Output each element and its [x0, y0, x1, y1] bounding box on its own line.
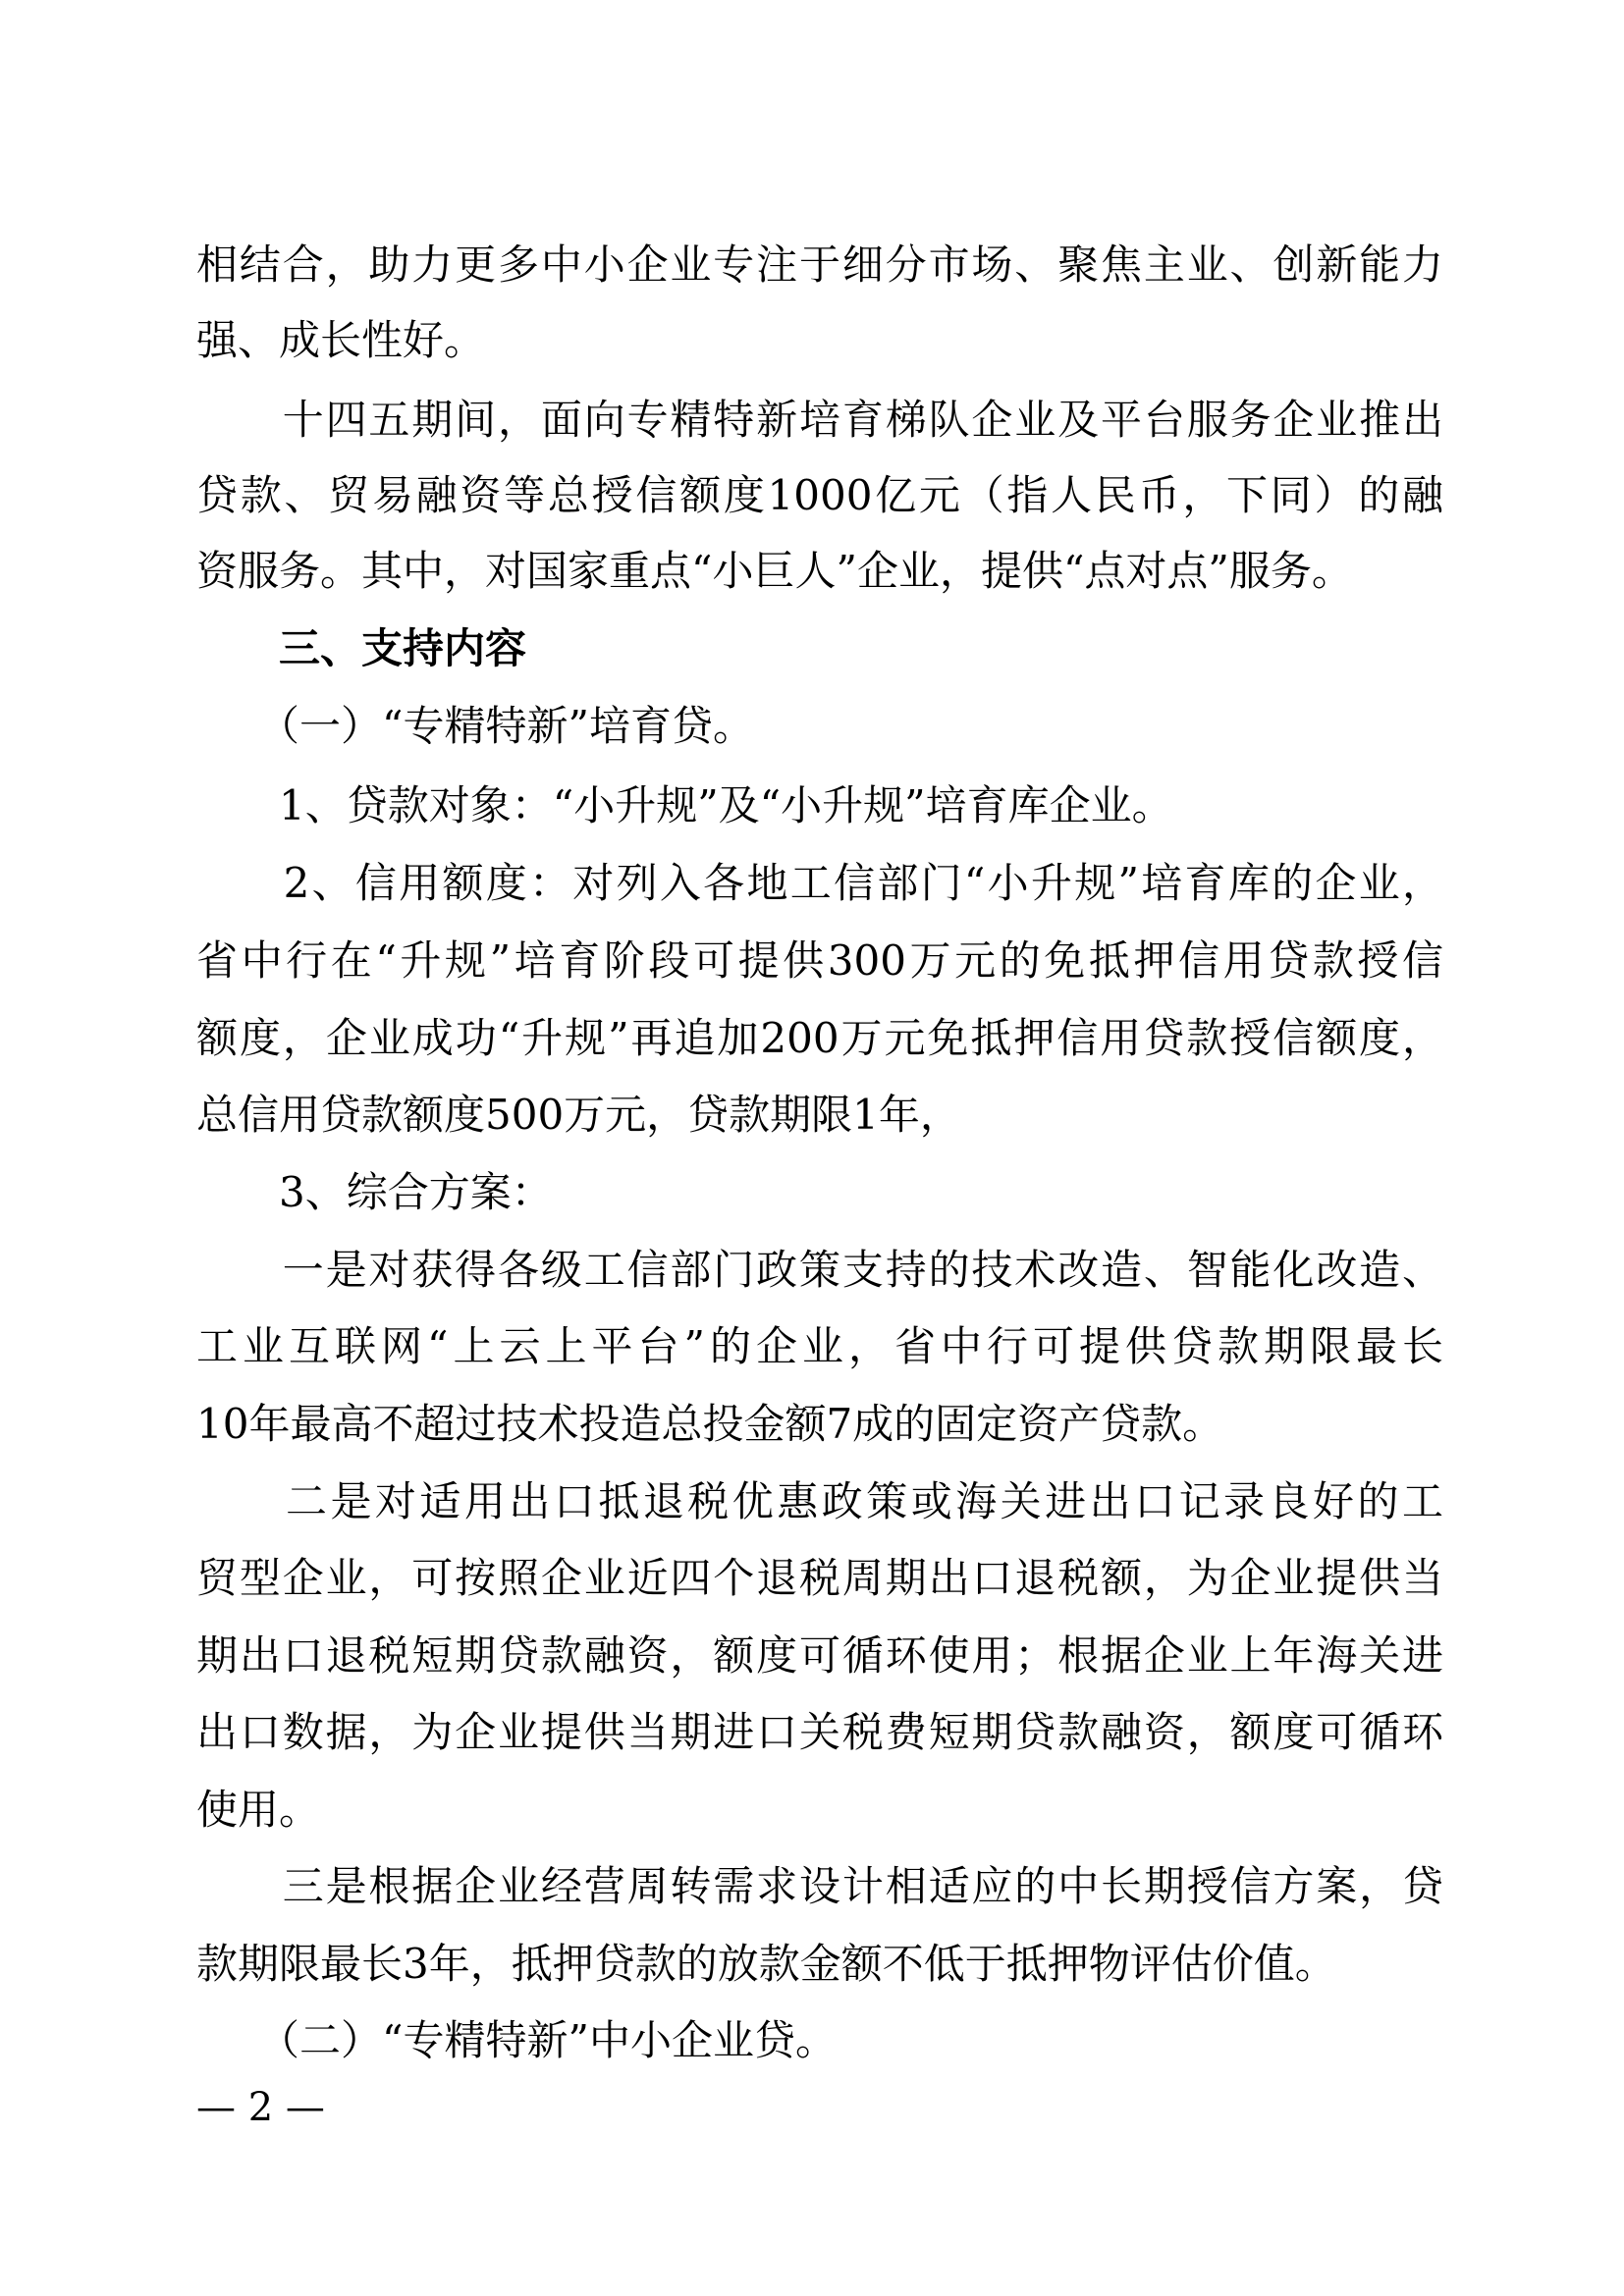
text-line: 三是根据企业经营周转需求设计相适应的中长期授信方案，贷: [196, 1862, 1443, 1910]
text-line: 相结合，助力更多中小企业专注于细分市场、聚焦主业、创新能力: [196, 240, 1443, 289]
text-line: 款期限最长3年，抵押贷款的放款金额不低于抵押物评估价值。: [196, 1940, 1336, 1988]
text-line: 贷款、贸易融资等总授信额度1000亿元（指人民币，下同）的融: [196, 471, 1443, 519]
text-line: 出口数据，为企业提供当期进口关税费短期贷款融资，额度可循环: [196, 1708, 1443, 1756]
text-line: 省中行在“升规”培育阶段可提供300万元的免抵押信用贷款授信: [196, 936, 1443, 985]
text-line: 资服务。其中，对国家重点“小巨人”企业，提供“点对点”服务。: [196, 547, 1353, 595]
text-line: 使用。: [196, 1786, 321, 1834]
page-number: — 2 —: [196, 2085, 325, 2130]
text-line: 期出口退税短期贷款融资，额度可循环使用；根据企业上年海关进: [196, 1631, 1443, 1680]
text-line: 十四五期间，面向专精特新培育梯队企业及平台服务企业推出: [196, 396, 1443, 444]
text-line: 10年最高不超过技术投造总投金额7成的固定资产贷款。: [196, 1400, 1224, 1448]
text-line: 二是对适用出口抵退税优惠政策或海关进出口记录良好的工: [196, 1477, 1443, 1525]
text-line: 3、综合方案：: [196, 1168, 553, 1216]
text-line: 总信用贷款额度500万元，贷款期限1年，: [196, 1091, 961, 1139]
text-line: 额度，企业成功“升规”再追加200万元免抵押信用贷款授信额度，: [196, 1014, 1443, 1062]
subsection-heading: （一）“专精特新”培育贷。: [196, 702, 754, 750]
text-line: 2、信用额度：对列入各地工信部门“小升规”培育库的企业，: [196, 859, 1443, 907]
section-heading: 三、支持内容: [196, 624, 527, 672]
text-line: 贸型企业，可按照企业近四个退税周期出口退税额，为企业提供当: [196, 1554, 1443, 1602]
text-line: 工业互联网“上云上平台”的企业，省中行可提供贷款期限最长: [196, 1322, 1443, 1370]
text-line: 1、贷款对象：“小升规”及“小升规”培育库企业。: [196, 781, 1173, 829]
subsection-heading: （二）“专精特新”中小企业贷。: [196, 2016, 837, 2064]
text-line: 一是对获得各级工信部门政策支持的技术改造、智能化改造、: [196, 1246, 1443, 1294]
text-line: 强、成长性好。: [196, 316, 486, 364]
